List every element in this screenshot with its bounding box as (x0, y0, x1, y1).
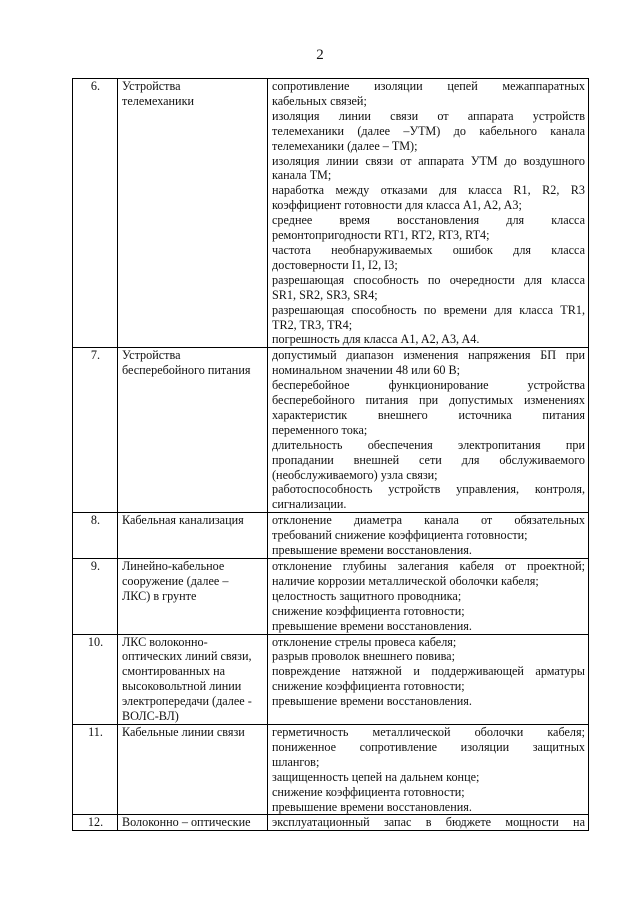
parameter-line: погрешность для класса A1, A2, A3, A4. (272, 332, 480, 347)
parameter-line: среднее время восстановления для класса (272, 213, 585, 228)
object-line: ЛКС) в грунте (122, 588, 197, 603)
parameter-line: TR2, TR3, TR4; (272, 317, 353, 332)
parameter-line: переменного тока; (272, 422, 368, 437)
parameter-line: снижение коэффициента готовности; (272, 679, 465, 694)
object-line: высоковольтной линии (122, 679, 242, 694)
parameter-line: отклонение глубины залегания кабеля от проектной; (272, 559, 585, 573)
object-line: Устройства (122, 348, 181, 363)
parameter-line: снижение коэффициента готовности; (272, 784, 465, 799)
parameter-line: SR1, SR2, SR3, SR4; (272, 287, 378, 302)
parameter-line: номинальном значении 48 или 60 В; (272, 363, 461, 378)
table-row (73, 79, 589, 348)
object-cell (118, 79, 268, 348)
parameter-line: отклонение стрелы провеса кабеля; (272, 634, 457, 649)
parameter-line: наличие коррозии металлической оболочки кабеля; (272, 573, 539, 588)
parameter-line: эксплуатационный запас в бюджете мощности на (272, 815, 585, 830)
object-cell (118, 634, 268, 724)
parameters-cell (268, 634, 589, 724)
table-row (73, 513, 589, 559)
parameter-line: превышение времени восстановления. (272, 618, 472, 633)
parameter-line: бесперебойное функционирование устройства (272, 378, 585, 393)
object-cell (118, 348, 268, 513)
table-row (73, 634, 589, 724)
parameter-line: кабельных связей; (272, 93, 367, 108)
parameter-line: герметичность металлической оболочки кабеля; (272, 724, 585, 739)
object-line: ВОЛС-ВЛ) (122, 709, 179, 724)
parameter-line: коэффициент готовности для класса A1, A2, A3; (272, 198, 522, 213)
object-line: сооружение (далее – (122, 573, 229, 588)
parameter-line: канала ТМ; (272, 168, 332, 183)
parameter-line: телемеханики (далее – ТМ); (272, 138, 418, 153)
parameter-line: сигнализации. (272, 497, 347, 512)
object-line: ЛКС волоконно- (122, 634, 208, 649)
parameter-line: изоляция линии связи от аппарата УТМ до воздушного (272, 153, 585, 168)
object-cell (118, 513, 268, 559)
parameters-cell (268, 559, 589, 635)
parameter-line: превышение времени восстановления. (272, 543, 472, 558)
parameter-line: защищенность цепей на дальнем конце; (272, 769, 480, 784)
object-line: смонтированных на (122, 664, 226, 679)
parameter-line: разрыв проволок внешнего повива; (272, 649, 455, 664)
parameter-line: изоляция линии связи от аппарата устройств (272, 108, 585, 123)
table-row (73, 559, 589, 635)
parameters-cell (268, 815, 589, 831)
object-cell (118, 724, 268, 814)
object-line: Волоконно – оптические (122, 815, 251, 830)
parameter-line: работоспособность устройств управления, контроля, (272, 482, 585, 497)
row-number: 11. (73, 724, 118, 814)
parameter-line: достоверности I1, I2, I3; (272, 257, 398, 272)
parameter-line: телемеханики (далее –УТМ) до кабельного канала (272, 123, 585, 138)
parameters-cell (268, 724, 589, 814)
parameter-line: шлангов; (272, 754, 320, 769)
object-cell (118, 815, 268, 831)
row-number: 9. (73, 559, 118, 635)
parameter-line: длительность обеспечения электропитания при (272, 437, 585, 452)
object-line: электропередачи (далее - (122, 694, 252, 709)
parameter-line: отклонение диаметра канала от обязательных (272, 513, 585, 528)
parameter-line: пропадании внешней сети для обслуживаемого (272, 452, 585, 467)
parameter-line: разрешающая способность по времени для класса TR1, (272, 302, 585, 317)
object-line: оптических линий связи, (122, 649, 252, 664)
parameter-line: снижение коэффициента готовности; (272, 603, 465, 618)
object-line: Кабельные линии связи (122, 724, 245, 739)
table-row (73, 724, 589, 814)
parameter-line: наработка между отказами для класса R1, R2, R3 (272, 183, 585, 198)
table-row (73, 348, 589, 513)
row-number: 8. (73, 513, 118, 559)
parameter-line: характеристик внешнего источника питания (272, 407, 585, 422)
parameter-line: допустимый диапазон изменения напряжения БП при (272, 348, 585, 363)
row-number: 7. (73, 348, 118, 513)
parameter-line: бесперебойного питания при допустимых изменениях (272, 393, 585, 408)
parameter-line: частота необнаруживаемых ошибок для класса (272, 242, 585, 257)
parameter-line: превышение времени восстановления. (272, 799, 472, 814)
parameters-cell (268, 348, 589, 513)
table-row (73, 815, 589, 831)
requirements-table-body (73, 79, 589, 831)
requirements-table (72, 78, 589, 831)
page-number: 2 (316, 47, 324, 63)
object-line: Кабельная канализация (122, 513, 244, 528)
parameters-cell (268, 79, 589, 348)
row-number: 10. (73, 634, 118, 724)
parameter-line: (необслуживаемого) узла связи; (272, 467, 438, 482)
parameter-line: требований снижение коэффициента готовности; (272, 528, 528, 543)
object-line: телемеханики (122, 93, 195, 108)
object-line: Устройства (122, 79, 181, 93)
parameter-line: разрешающая способность по очередности для класса (272, 272, 585, 287)
row-number: 12. (73, 815, 118, 831)
row-number: 6. (73, 79, 118, 348)
parameter-line: сопротивление изоляции цепей межаппаратных (272, 79, 585, 93)
parameters-cell (268, 513, 589, 559)
parameter-line: целостность защитного проводника; (272, 588, 462, 603)
object-cell (118, 559, 268, 635)
parameter-line: ремонтопригодности RT1, RT2, RT3, RT4; (272, 228, 490, 243)
parameter-line: превышение времени восстановления. (272, 694, 472, 709)
parameter-line: повреждение натяжной и поддерживающей арматуры (272, 664, 585, 679)
object-line: бесперебойного питания (122, 363, 251, 378)
object-line: Линейно-кабельное (122, 559, 225, 573)
parameter-line: пониженное сопротивление изоляции защитных (272, 739, 585, 754)
